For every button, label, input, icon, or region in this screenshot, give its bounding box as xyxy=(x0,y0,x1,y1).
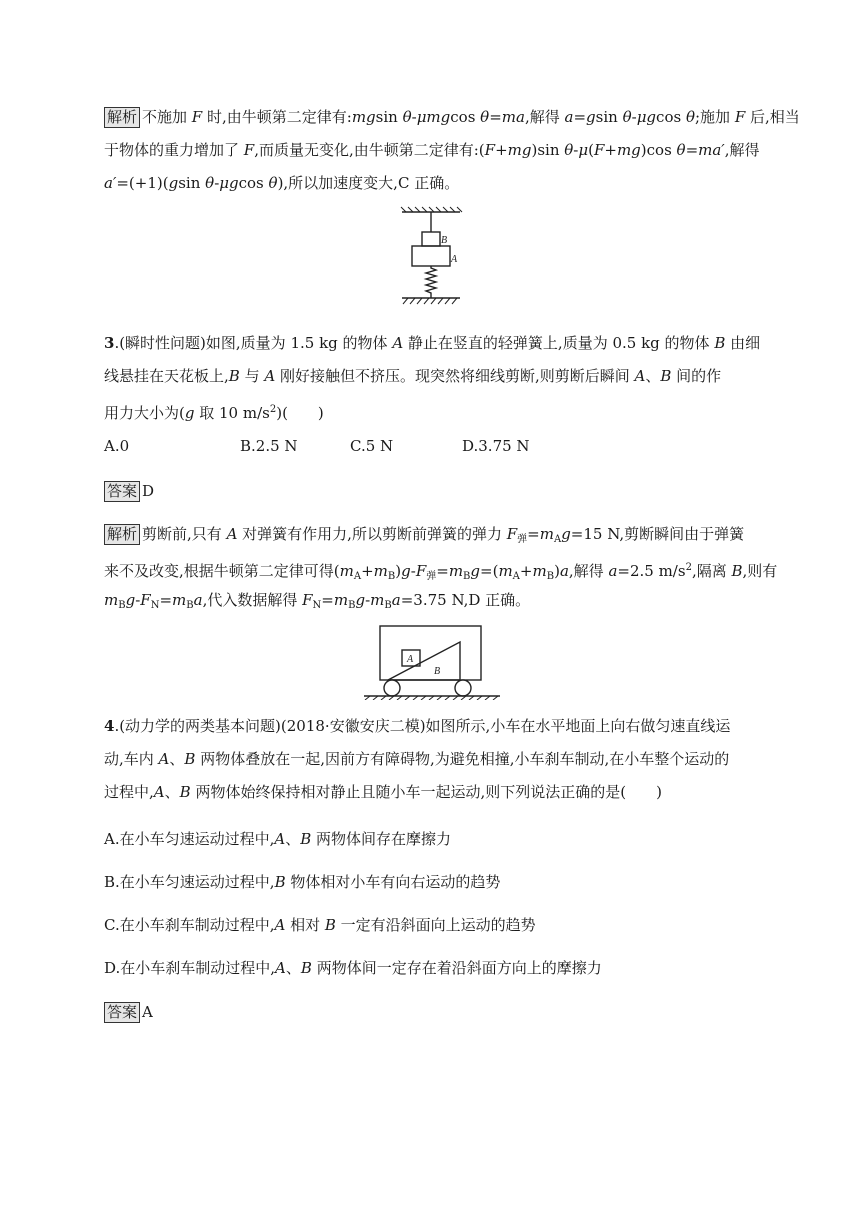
ceiling-hatch xyxy=(401,207,462,212)
answer-tag: 答案 xyxy=(104,481,140,502)
question-4 xyxy=(104,710,764,809)
analysis-1-line-1: 解析 不施加 F 时,由牛顿第二定律有:mgsin θ-μmgcos θ=ma,解得 a=gsin θ-μgcos θ;施加 F 后,相当 xyxy=(104,101,764,134)
answer-tag: 答案 xyxy=(104,1002,140,1023)
question-3-line-2: 线悬挂在天花板上,B 与 A 刚好接触但不挤压。现突然将细线剪断,则剪断后瞬间 A、B 间的作 xyxy=(104,367,722,385)
analysis-tag: 解析 xyxy=(104,107,140,128)
analysis-1 xyxy=(104,101,800,200)
block-b-shape xyxy=(422,232,440,246)
option-a: A.0 xyxy=(104,437,130,455)
question-number: 4 xyxy=(104,717,115,735)
question-4-line-2: 动,车内 A、B 两物体叠放在一起,因前方有障碍物,为避免相撞,小车刹车制动,在小车整个运动的 xyxy=(104,750,730,768)
question-3 xyxy=(104,327,764,426)
option-d: D.在小车刹车制动过程中,A、B 两物体间一定存在着沿斜面方向上的摩擦力 xyxy=(104,959,602,977)
option-c: C.5 N xyxy=(350,437,394,455)
option-c: C.在小车刹车制动过程中,A 相对 B 一定有沿斜面向上运动的趋势 xyxy=(104,916,536,934)
question-4-line-1: 4.(动力学的两类基本问题)(2018·安徽安庆二模)如图所示,小车在水平地面上向右做匀速直线运 xyxy=(104,717,731,735)
answer-value: D xyxy=(142,482,155,500)
floor-hatch xyxy=(403,298,457,304)
label-b: B xyxy=(434,666,441,677)
option-d: D.3.75 N xyxy=(462,437,530,455)
label-a: A xyxy=(407,654,414,665)
cart-body xyxy=(380,626,481,680)
question-3-options xyxy=(104,430,764,463)
analysis-3-line-1: 解析 剪断前,只有 A 对弹簧有作用力,所以剪断前弹簧的弹力 $F_弹=m_Ag=15$ N,剪断瞬间由于弹簧 xyxy=(104,518,764,551)
cart-wedge-diagram xyxy=(362,624,502,700)
question-3-line-1: 3.(瞬时性问题)如图,质量为 1.5 kg 的物体 A 静止在竖直的轻弹簧上,质量为 0.5 kg 的物体 B 由细 xyxy=(104,334,761,352)
question-4-answer xyxy=(104,996,764,1029)
question-3-answer xyxy=(104,475,764,508)
question-4-options xyxy=(104,818,764,990)
cart-wedge-figure xyxy=(362,624,502,700)
question-number: 3 xyxy=(104,334,115,352)
spring-blocks-figure xyxy=(398,206,464,308)
question-4-line-3: 过程中,A、B 两物体始终保持相对静止且随小车一起运动,则下列说法正确的是( ) xyxy=(104,783,662,801)
answer-value: A xyxy=(142,1003,153,1021)
analysis-tag: 解析 xyxy=(104,524,140,545)
spring-coil xyxy=(426,266,436,298)
analysis-3 xyxy=(104,518,778,617)
question-3-line-3: 用力大小为(g 取 10 $m/s^2$)( ) xyxy=(104,404,324,422)
label-a: A xyxy=(451,254,458,265)
option-b: B.在小车匀速运动过程中,B 物体相对小车有向右运动的趋势 xyxy=(104,873,501,891)
analysis-3-line-3: $m_Bg-F_N=m_Ba$,代入数据解得 $F_N=m_Bg-m_Ba=3.75$ N,D 正确。 xyxy=(104,591,531,611)
option-b: B.2.5 N xyxy=(240,437,298,455)
analysis-1-line-3: a′=(+1)(gsin θ-μgcos θ),所以加速度变大,C 正确。 xyxy=(104,174,460,192)
spring-blocks-diagram xyxy=(398,206,464,308)
wedge-b-shape xyxy=(388,642,460,680)
left-wheel xyxy=(384,680,400,696)
right-wheel xyxy=(455,680,471,696)
analysis-3-line-2: 来不及改变,根据牛顿第二定律可得$(m_A+m_B)g-F_弹=m_Bg=(m_A+m_B)a$,解得 a=2.5 $m/s^2$,隔离 B,则有 xyxy=(104,562,778,582)
option-a: A.在小车匀速运动过程中,A、B 两物体间存在摩擦力 xyxy=(104,830,452,848)
analysis-1-line-2: 于物体的重力增加了 F,而质量无变化,由牛顿第二定律有:(F+mg)sin θ-μ(F+mg)cos θ=ma′,解得 xyxy=(104,141,760,159)
block-a-shape xyxy=(412,246,450,266)
label-b: B xyxy=(441,235,448,246)
